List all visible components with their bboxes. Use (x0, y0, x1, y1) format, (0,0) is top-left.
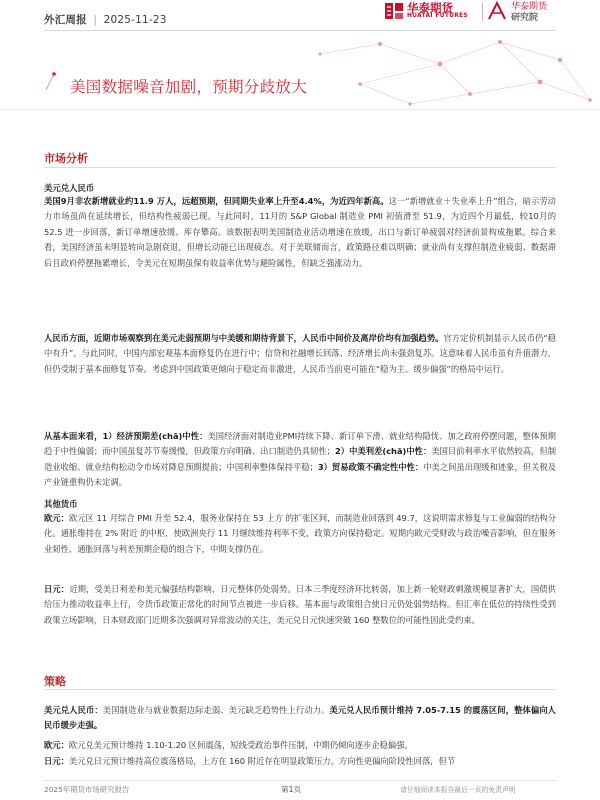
strategy-yen-text: 美元兑日元预计维持高位震荡格局，上方在 160 附近存在明显政策压力。方向性更偏向阶段性回落，但节 (68, 756, 456, 766)
header-divider (44, 30, 556, 31)
euro-label: 欧元： (44, 513, 69, 523)
footer-report-name: 2025年期货市场研究报告 (44, 785, 130, 794)
fundamental-text-3: 中美之间虽出现缓和迹象，但关税及产业链重构仍未定调。 (44, 461, 556, 488)
research-logo-name: 华泰期货 (511, 2, 548, 12)
section-divider (44, 167, 556, 168)
title-accent-icon (44, 70, 64, 94)
fundamental-point-2: 2）中美利差(chā)中性： (334, 446, 432, 457)
paragraph-fundamentals (44, 429, 556, 491)
huatai-logo-mark-icon (383, 1, 405, 21)
research-institute-logo (486, 0, 558, 24)
report-date: 2025-11-23 (103, 14, 167, 26)
strategy-usd-cny-text: 美国制造业与就业数据边际走弱、美元缺乏趋势性上行动力。 (102, 705, 330, 715)
fundamentals-lead: 从基本面来看， (44, 431, 103, 441)
subheading-other-currencies: 其他货币 (44, 499, 78, 509)
footer-disclaimer: 请仔细阅读本报告最后一页的免责声明 (400, 786, 516, 794)
us-data-text: 这一“新增就业＋失业率上升”组合，暗示劳动力市场虽尚在延续增长，但结构性疲弱已现。与此同时，11月的 S&P Global 制造业 PMI 初值滑至 51.9，为近四个月最低，较10月的 52.5 进一步回落，新订单增速放缓、库存攀高。该数据表明美国制造业活动增速在放缓，出口与新订单疲弱对经济前景构成拖累。综合来看，美国经济虽未明显转向急剧衰退，但增长动能已出现疲态。对于美联储而言，政策路径难以明确；就业尚有支撑但制造业疲弱、数据滞后且政府停摆拖累增长，令美元在短期虽保有收益率优势与避险属性，但缺乏强涨动力。 (44, 196, 556, 268)
paragraph-yen (44, 582, 556, 628)
yen-label: 日元： (44, 584, 70, 594)
paragraph-euro (44, 511, 556, 557)
fundamental-text-1: 美国经济面对制造业PMI持续下降、新订单下滑、就业结构隐忧、加之政府停摆问题，整体预期趋于中性偏弱；而中国虽复苏节奏缓慢，但政策方向明确、出口制造仍具韧性； (44, 431, 556, 457)
page-number: 第1页 (281, 785, 302, 794)
research-logo-subname: 研究院 (511, 13, 539, 23)
paragraph-cny (44, 331, 556, 377)
strategy-usd-cny (44, 703, 556, 734)
strategy-yen (44, 754, 556, 770)
yen-text: 近期，受美日利差和美元偏强结构影响，日元整体仍处弱势。日本三季度经济环比转弱，加上新一轮财政刺激规模显著扩大，国债供给压力推动收益率上行，令货币政策正常化的时间节点被进一步后移。基本面与政策组合使日元仍处弱势结构。但汇率在低位的持续性受到政策立场影响，日本财政部门近期多次强调对异常波动的关注，美元兑日元快速突破 160 整数位的可能性因此受约束。 (44, 584, 556, 625)
section-heading-strategy: 策略 (44, 675, 66, 688)
section-heading-market-analysis: 市场分析 (44, 152, 88, 165)
fundamental-text-2: 美国目前利率水平依然较高，但制造业收缩、就业结构松动令市场对降息预期提前；中国利率整体保持平稳； (44, 446, 556, 472)
euro-text: 欧元区 11 月综合 PMI 升至 52.4，服务业保持在 53 上方 的扩张区间，而制造业回落到 49.7，这说明需求修复与工业偏弱的结构分化。通胀维持在 2% 附近 的中枢，使欧洲央行 11 月继续维持利率不变，政策方向保持稳定。短期内欧元受财政与政治噪音影响，但在服务业韧性、通胀回落与利差预期企稳的组合下，中期支撑仍在。 (44, 513, 556, 554)
logo-name: 华泰期货 (407, 1, 453, 15)
strategy-euro-label: 欧元： (44, 740, 69, 750)
strategy-euro (44, 738, 556, 753)
research-logo-mark-icon (486, 0, 508, 22)
header-separator: | (93, 14, 98, 26)
huatai-futures-logo (383, 1, 487, 23)
strategy-usd-cny-label: 美元兑人民币： (44, 705, 103, 715)
us-data-highlight: 美国9月非农新增就业约11.9 万人，远超预期，但同期失业率上升至4.4%，为近四年新高。 (44, 196, 389, 206)
report-header-label (44, 12, 167, 27)
subheading-usd-cny: 美元兑人民币 (44, 183, 95, 193)
report-title: 美国数据噪音加剧，预期分歧放大 (70, 78, 308, 96)
logo-subname: HUATAI FUTURES (407, 13, 469, 19)
footer-divider (44, 780, 556, 781)
cny-highlight: 人民币方面，近期市场观察到在美元走弱预期与中美缓和期待背景下，人民币中间价及离岸价均有加强趋势。 (44, 333, 444, 343)
strategy-usd-cny-range: 美元兑人民币预计维持 7.05-7.15 的震荡区间，整体偏向人民币缓步走强。 (44, 705, 556, 731)
report-category: 外汇周报 (44, 14, 87, 26)
fundamental-point-1: 1）经济预期差(chā)中性： (102, 431, 208, 441)
cny-text: 官方定价机制显示人民币仍“稳中有升”。与此同时，中国内部宏观基本面修复仍在进行中；信贷和社融增长回落、经济增长尚未强劲复苏。这意味着人民币虽有升值潜力，但仍受制于基本面修复节奏。考虑到中国政策更倾向于稳定而非激进，人民币当前更可能在“稳为主、缓步偏强”的格局中运行。 (44, 333, 556, 374)
network-banner-graphic (0, 34, 600, 110)
strategy-yen-label: 日元： (44, 756, 69, 766)
fundamental-point-3: 3）贸易政策不确定性中性： (317, 461, 424, 472)
strategy-euro-text: 欧元兑美元预计维持 1.10-1.20 区间震荡，短线受政治事件压制，中期仍倾向逐步企稳偏强。 (68, 740, 413, 750)
logo-divider (482, 3, 483, 21)
paragraph-us-economy (44, 194, 556, 271)
section-divider (44, 689, 556, 690)
